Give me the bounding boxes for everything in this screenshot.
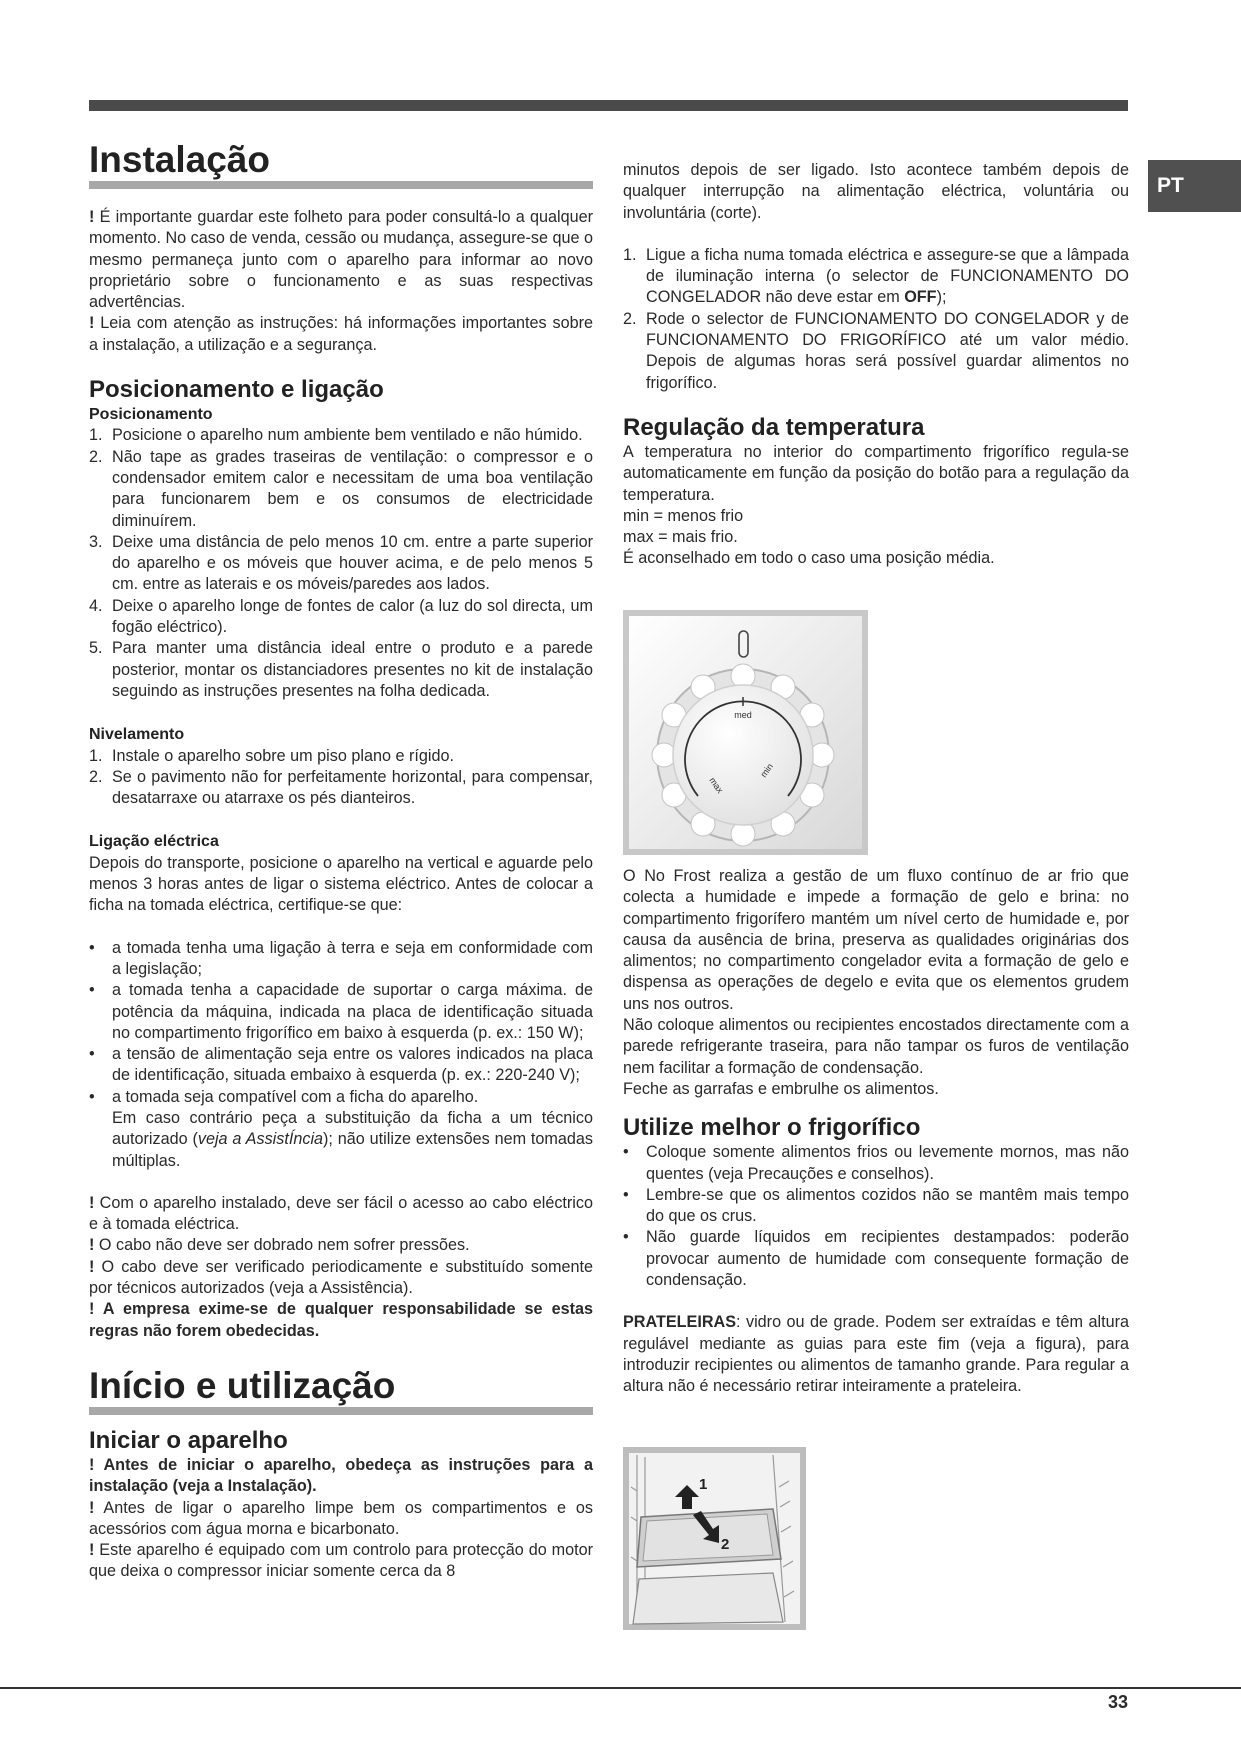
dial-label-max: max <box>707 775 726 796</box>
start-steps-list <box>623 245 1129 394</box>
arrow-label-1: 1 <box>699 1476 708 1493</box>
list-item <box>89 746 593 767</box>
list-item <box>623 1142 1129 1185</box>
bottom-rule <box>0 1687 1241 1689</box>
item-number: 4. <box>89 596 103 615</box>
intro-paragraph-1 <box>89 207 593 313</box>
section-title-instalacao: Instalação <box>89 140 593 189</box>
warning-mark: ! <box>89 1541 95 1560</box>
list-item <box>623 245 1129 309</box>
nofrost-paragraph: O No Frost realiza a gestão de um fluxo contínuo de ar frio que colecta a humidade e impede a formação de gelo e brina: no compartimento frigorífero mantém um nível certo de humidade e, por causa da ausência de brina, preserva as qualidades originárias dos alimentos; no compartimento congelador evita a formação de gelo e dispensa as operações de degelo e evita que os elementos grudem uns nos outros. <box>623 867 1129 1013</box>
prateleiras-paragraph <box>623 1312 1129 1397</box>
bullet: • <box>89 1045 95 1064</box>
nao-coloque-paragraph: Não coloque alimentos ou recipientes encostados directamente com a parede refrigerante traseira, para não tampar os furos de ventilação nem facilitar a formação de condensação. <box>623 1016 1129 1077</box>
list-item <box>89 596 593 639</box>
list-item <box>89 638 593 702</box>
list-item <box>89 1087 593 1172</box>
ligacao-list <box>89 938 593 1172</box>
iniciar-bold-note: ! Antes de iniciar o aparelho, obedeça as instruções para a instalação (veja a Instalação). <box>89 1455 593 1496</box>
warning-mark: ! <box>89 1236 95 1255</box>
nivelamento-list <box>89 746 593 810</box>
heading-iniciar: Iniciar o aparelho <box>89 1426 288 1454</box>
left-column <box>89 140 593 1583</box>
subheading-nivelamento: Nivelamento <box>89 726 185 744</box>
heading-utilize: Utilize melhor o frigorífico <box>623 1114 921 1142</box>
note-text: Este aparelho é equipado com um controlo para protecção do motor que deixa o compressor iniciar somente cerca da 8 <box>89 1541 593 1581</box>
item-emphasis: veja a AssistÍncia <box>197 1130 324 1149</box>
list-item <box>623 309 1129 394</box>
utilize-list <box>623 1142 1129 1291</box>
heading-regulacao: Regulação da temperatura <box>623 413 925 441</box>
shelf-figure <box>623 1447 806 1630</box>
list-item <box>89 980 593 1044</box>
prateleiras-text: : vidro ou de grade. Podem ser extraídas e têm altura regulável mediante as guias para este fim (veja a figura), para introduzir recipientes ou alimentos de tamanho grande. Para regular a altura não é necessário retirar inteiramente a prateleira. <box>623 1313 1129 1396</box>
item-text: Posicione o aparelho num ambiente bem ventilado e não húmido. <box>112 426 583 445</box>
warning-2 <box>89 1235 593 1256</box>
item-text: a tomada seja compatível com a ficha do aparelho. <box>112 1087 479 1106</box>
item-text: Lembre-se que os alimentos cozidos não se mantêm mais tempo do que os crus. <box>646 1185 1129 1226</box>
item-text: Para manter uma distância ideal entre o produto e a parede posterior, montar os distanciadores presentes no kit de instalação seguindo as instruções presentes na folha dedicada. <box>112 639 593 700</box>
warning-text: Com o aparelho instalado, deve ser fácil o acesso ao cabo eléctrico e à tomada eléctrica. <box>89 1193 593 1234</box>
warning-mark: ! <box>89 208 95 226</box>
item-text: Deixe uma distância de pelo menos 10 cm. entre a parte superior do aparelho e os móveis que houver acima, e de pelo menos 5 cm. entre as laterais e os móveis/paredes aos lados. <box>112 532 593 594</box>
item-text: Deixe o aparelho longe de fontes de calor (a luz do sol directa, um fogão eléctrico). <box>112 596 593 637</box>
heading-posicionamento-ligacao: Posicionamento e ligação <box>89 376 384 404</box>
list-item <box>89 938 593 981</box>
feche-line: Feche as garrafas e embrulhe os alimentos. <box>623 1079 939 1098</box>
arrow-label-2: 2 <box>721 1536 730 1553</box>
list-item <box>89 425 593 446</box>
intro-text-1: É importante guardar este folheto para poder consultá-lo a qualquer momento. No caso de venda, cessão ou mudança, assegure-se que o mesmo permaneça junto com o aparelho para informar ao novo proprietário sobre o funcionamento e as suas respectivas advertências. <box>89 208 593 312</box>
regulacao-paragraph: A temperatura no interior do compartimento frigorífico regula-se automaticamente em função da posição do botão para a regulação da temperatura. <box>623 442 1129 504</box>
bullet: • <box>623 1185 629 1204</box>
item-number: 2. <box>623 309 637 328</box>
warning-mark: ! <box>89 314 95 333</box>
item-text: Não guarde líquidos em recipientes destampados: poderão provocar aumento de humidade com consequente formação de condensação. <box>646 1228 1129 1290</box>
item-number: 1. <box>89 426 103 445</box>
bullet: • <box>623 1228 629 1247</box>
item-text: a tomada tenha a capacidade de suportar o carga máxima. de potência da máquina, indicada na placa de identificação situada no compartimento frigorífico em baixo à esquerda (p. ex.: 150 W); <box>112 981 593 1042</box>
ligacao-intro: Depois do transporte, posicione o aparelho na vertical e aguarde pelo menos 3 horas antes de ligar o sistema eléctrico. Antes de colocar a ficha na tomada eléctrica, certifique-se que: <box>89 853 593 915</box>
item-text: ); <box>936 288 947 307</box>
posicionamento-list <box>89 425 593 702</box>
warning-text: O cabo deve ser verificado periodicamente e substituído somente por técnicos autorizados (veja a Assistência). <box>89 1257 593 1298</box>
warning-mark: ! <box>89 1193 95 1212</box>
right-column-top <box>623 160 1129 570</box>
min-line: min = menos frio <box>623 506 744 525</box>
item-number: 3. <box>89 532 103 551</box>
note-text: Antes de ligar o aparelho limpe bem os compartimentos e os acessórios com água morna e bicarbonato. <box>89 1498 593 1538</box>
section-title-inicio: Início e utilização <box>89 1366 593 1415</box>
warning-3 <box>89 1257 593 1300</box>
item-text: a tensão de alimentação seja entre os valores indicados na placa de identificação, situada embaixo à esquerda (p. ex.: 220-240 V); <box>112 1045 593 1085</box>
item-text: Se o pavimento não for perfeitamente horizontal, para compensar, desatarraxe ou atarraxe os pés dianteiros. <box>112 767 593 808</box>
off-label: OFF <box>904 288 937 307</box>
item-text: a tomada tenha uma ligação à terra e seja em conformidade com a legislação; <box>112 938 593 978</box>
list-item <box>623 1227 1129 1291</box>
thermostat-dial-figure <box>623 610 868 855</box>
item-number: 2. <box>89 447 103 466</box>
item-number: 1. <box>89 746 103 765</box>
right-column-bottom <box>623 866 1129 1398</box>
intro-text-2: Leia com atenção as instruções: há informações importantes sobre a instalação, a utilização e a segurança. <box>89 314 593 354</box>
bullet: • <box>89 938 95 957</box>
max-line: max = mais frio. <box>623 528 738 547</box>
warning-4: ! A empresa exime-se de qualquer responsabilidade se estas regras não forem obedecidas. <box>89 1300 593 1340</box>
thermostat-dial-illustration <box>623 610 868 855</box>
dial-label-min: min <box>758 761 775 780</box>
subheading-posicionamento: Posicionamento <box>89 406 213 424</box>
intro-paragraph-2 <box>89 313 593 356</box>
item-text: Instale o aparelho sobre um piso plano e rígido. <box>112 746 454 765</box>
bullet: • <box>89 1087 95 1106</box>
item-text: Ligue a ficha numa tomada eléctrica e assegure-se que a lâmpada de iluminação interna (o selector de FUNCIONAMENTO DO CONGELADOR não deve estar em <box>646 245 1129 307</box>
list-item <box>89 767 593 810</box>
lower-shelf-icon <box>633 1573 783 1624</box>
bullet: • <box>623 1143 629 1162</box>
top-rule <box>89 100 1128 111</box>
item-text: Coloque somente alimentos frios ou levemente mornos, mas não quentes (veja Precauções e conselhos). <box>646 1143 1129 1183</box>
subheading-ligacao: Ligação eléctrica <box>89 833 219 851</box>
warning-text: O cabo não deve ser dobrado nem sofrer pressões. <box>94 1236 470 1255</box>
warning-1 <box>89 1193 593 1236</box>
continuation-paragraph: minutos depois de ser ligado. Isto acontece também depois de qualquer interrupção na alimentação eléctrica, voluntária ou involuntária (corte). <box>623 161 1129 222</box>
dial-label-med: med <box>734 710 752 720</box>
language-tab: PT <box>1148 160 1241 212</box>
warning-mark: ! <box>89 1257 95 1276</box>
list-item <box>89 447 593 532</box>
list-item <box>623 1185 1129 1228</box>
warning-mark: ! <box>89 1498 95 1517</box>
item-text: Não tape as grades traseiras de ventilação: o compressor e o condensador emitem calor e necessitam de uma boa ventilação para funcionarem bem e os consumos de electricidade diminuírem. <box>112 447 593 530</box>
item-number: 2. <box>89 767 103 786</box>
list-item <box>89 532 593 596</box>
list-item <box>89 1044 593 1087</box>
iniciar-note-1 <box>89 1498 593 1541</box>
item-text: ); não utilize extensões nem tomadas múltiplas. <box>112 1130 594 1170</box>
bullet: • <box>89 981 95 1000</box>
page-number: 33 <box>1107 1692 1128 1712</box>
prateleiras-label: PRATELEIRAS <box>623 1313 737 1332</box>
item-number: 5. <box>89 639 103 658</box>
item-number: 1. <box>623 245 637 264</box>
aconselhado-line: É aconselhado em todo o caso uma posição média. <box>623 549 995 568</box>
shelf-illustration <box>623 1447 806 1630</box>
item-text: Em caso contrário peça a substituição da ficha a um técnico autorizado ( <box>112 1108 593 1149</box>
item-text: Rode o selector de FUNCIONAMENTO DO CONGELADOR y de FUNCIONAMENTO DO FRIGORÍFICO até um valor médio. Depois de algumas horas será possível guardar alimentos no frigorífico. <box>646 309 1129 392</box>
iniciar-note-2 <box>89 1540 593 1583</box>
